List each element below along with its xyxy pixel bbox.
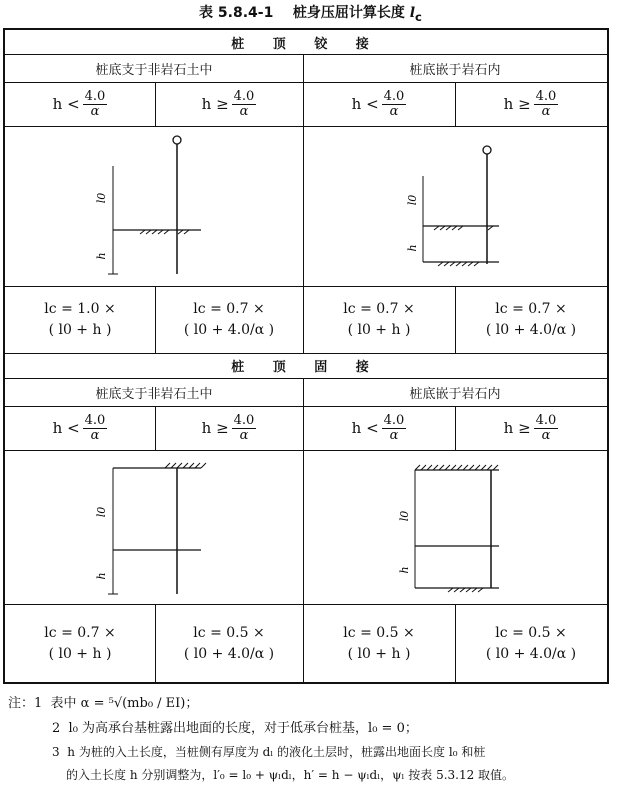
condition-text: h <	[351, 419, 379, 437]
diagram-fixed-rock	[303, 450, 607, 604]
fraction	[232, 414, 257, 442]
fraction-den: α	[90, 427, 100, 443]
note-num: 注：1	[8, 696, 43, 711]
fraction-num: 4.0	[383, 88, 405, 104]
fraction-num: 4.0	[535, 88, 557, 104]
note-text: 表中 α = ⁵√(mb₀ / EI)；	[50, 696, 199, 711]
col-header-rock: 桩底嵌于岩石内	[409, 62, 501, 78]
formula-line1: lc = 0.7 ×	[495, 300, 567, 317]
formula-line2: ( l0 + h )	[347, 321, 411, 338]
col-header-nonrock: 桩底支于非岩石土中	[95, 62, 213, 78]
formula-line1: lc = 0.5 ×	[495, 625, 567, 641]
note-3-cont	[8, 764, 618, 787]
dim-h: h	[398, 566, 411, 574]
formula-cell	[155, 286, 303, 353]
fraction-num: 4.0	[233, 88, 255, 104]
fraction-den: α	[541, 427, 551, 443]
diagram-hinged-rock	[303, 126, 607, 286]
formula-cell	[155, 604, 303, 684]
table-title	[0, 2, 621, 24]
formula-line2: ( l0 + h )	[347, 646, 411, 662]
formula-line1: lc = 0.5 ×	[193, 625, 265, 641]
section-fixed-header: 桩 顶 固 接	[231, 360, 381, 375]
table-number: 表 5.8.4-1	[199, 5, 274, 21]
fraction	[83, 90, 108, 118]
fraction-den: α	[389, 103, 399, 119]
formula-cell	[5, 604, 155, 684]
lc-symbol: l	[409, 5, 416, 21]
fraction	[232, 90, 257, 118]
formula-cell	[455, 286, 607, 353]
fraction-num: 4.0	[383, 412, 405, 428]
fraction	[83, 414, 108, 442]
lc-sub: c	[415, 9, 422, 24]
formula-cell	[455, 604, 607, 684]
note-num: 3	[52, 745, 60, 760]
pile-length-table	[3, 28, 609, 684]
note-1	[8, 692, 618, 717]
formula-line1: lc = 0.7 ×	[343, 300, 415, 317]
dim-l0: l0	[95, 506, 108, 518]
formula-line1: lc = 0.5 ×	[343, 625, 415, 641]
diagram-hinged-nonrock	[5, 126, 303, 286]
condition-text: h ≥	[201, 95, 229, 113]
fraction	[382, 414, 407, 442]
fraction	[534, 90, 559, 118]
formula-line2: ( l0 + 4.0/α )	[183, 321, 275, 338]
fraction-den: α	[90, 103, 100, 119]
condition-text: h ≥	[503, 419, 531, 437]
dim-l0: l0	[406, 194, 419, 206]
condition-cell	[155, 406, 303, 450]
fraction-num: 4.0	[84, 88, 106, 104]
condition-cell	[5, 406, 155, 450]
dim-l0: l0	[95, 192, 108, 204]
section-hinged-header: 桩 顶 铰 接	[231, 36, 381, 52]
dim-l0: l0	[398, 510, 411, 522]
note-num: 2	[52, 720, 61, 736]
condition-cell	[455, 406, 607, 450]
formula-line1: lc = 0.7 ×	[44, 625, 116, 641]
diagram-fixed-nonrock	[5, 450, 303, 604]
fraction-den: α	[239, 103, 249, 119]
formula-cell	[5, 286, 155, 353]
fraction-num: 4.0	[535, 412, 557, 428]
condition-text: h <	[52, 419, 80, 437]
fraction-den: α	[389, 427, 399, 443]
formula-cell	[303, 286, 455, 353]
formula-cell	[303, 604, 455, 684]
condition-cell	[303, 82, 455, 126]
condition-text: h ≥	[201, 419, 229, 437]
dim-h: h	[95, 572, 108, 580]
note-2	[8, 717, 618, 742]
formula-line2: ( l0 + 4.0/α )	[485, 321, 577, 338]
note-3	[8, 741, 618, 764]
note-text: h 为桩的入土长度，当桩侧有厚度为 dₗ 的液化土层时，桩露出地面长度 l₀ 和桩	[67, 745, 486, 760]
condition-cell	[5, 82, 155, 126]
condition-cell	[303, 406, 455, 450]
fraction	[382, 90, 407, 118]
formula-line1: lc = 0.7 ×	[193, 300, 265, 317]
formula-line1: lc = 1.0 ×	[44, 300, 116, 317]
condition-cell	[455, 82, 607, 126]
fraction	[534, 414, 559, 442]
fraction-num: 4.0	[84, 412, 106, 428]
condition-text: h <	[351, 95, 379, 113]
condition-text: h ≥	[503, 95, 531, 113]
dim-h: h	[95, 252, 108, 260]
formula-line2: ( l0 + 4.0/α )	[183, 646, 275, 662]
col-header-rock: 桩底嵌于岩石内	[409, 386, 501, 402]
formula-line2: ( l0 + h )	[48, 646, 112, 662]
condition-cell	[155, 82, 303, 126]
note-text: l₀ 为高承台基桩露出地面的长度，对于低承台桩基，l₀ = 0；	[68, 720, 418, 736]
dim-h: h	[406, 244, 419, 252]
table-caption: 桩身压屈计算长度	[292, 5, 405, 21]
fraction-num: 4.0	[233, 412, 255, 428]
formula-line2: ( l0 + h )	[48, 321, 112, 338]
fraction-den: α	[541, 103, 551, 119]
formula-line2: ( l0 + 4.0/α )	[485, 646, 577, 662]
col-header-nonrock: 桩底支于非岩石土中	[95, 386, 213, 402]
note-text: 的入土长度 h 分别调整为，l′₀ = l₀ + ψₗdₗ，h′ = h − ψₗdₗ，ψₗ 按表 5.3.12 取值。	[66, 768, 515, 783]
fraction-den: α	[239, 427, 249, 443]
condition-text: h <	[52, 95, 80, 113]
notes	[8, 692, 618, 787]
